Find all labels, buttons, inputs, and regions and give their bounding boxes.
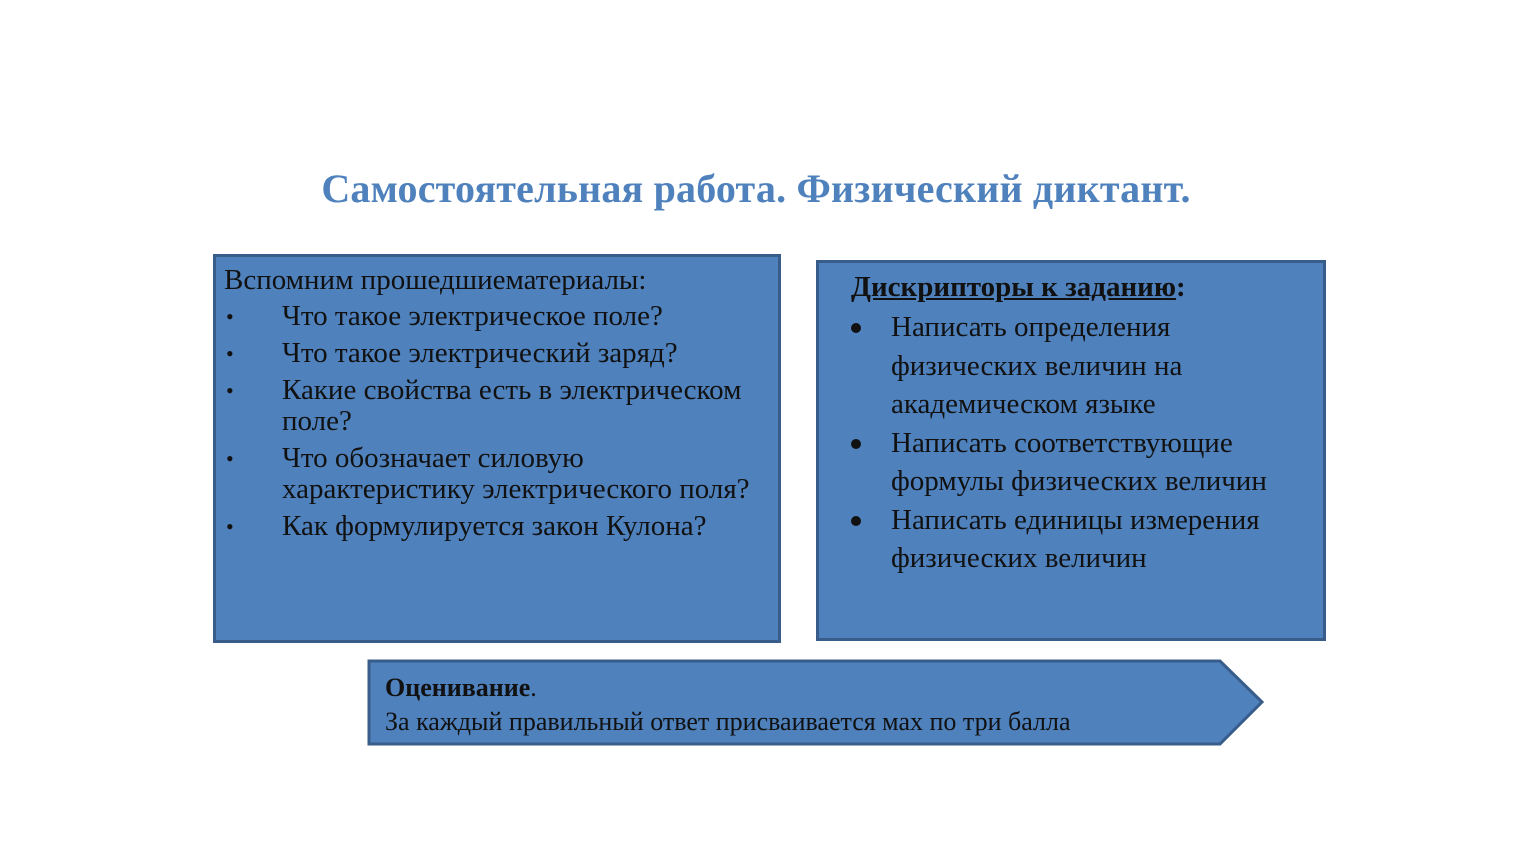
question-text: Как формулируется закон Кулона? (282, 510, 707, 542)
list-item (827, 501, 1315, 578)
descriptor-list (827, 308, 1315, 578)
descriptor-text: Написать соответствующие формулы физических величин (891, 426, 1267, 497)
bullet-icon (851, 516, 861, 526)
review-question-list (224, 301, 770, 542)
assessment-text: За каждый правильный ответ присваивается мах по три балла (385, 707, 1071, 736)
list-item (224, 511, 770, 542)
review-questions-box (213, 254, 781, 643)
bullet-icon: • (226, 514, 234, 539)
assessment-label-dot: . (530, 673, 537, 702)
list-item (224, 301, 770, 332)
list-item (827, 424, 1315, 501)
assessment-label: Оценивание (385, 673, 531, 702)
descriptor-text: Написать единицы измерения физических величин (891, 503, 1260, 574)
bullet-icon: • (226, 378, 234, 403)
bullet-icon: • (226, 304, 234, 329)
bullet-icon: • (226, 341, 234, 366)
descriptors-box (816, 260, 1326, 641)
question-text: Какие свойства есть в электрическом поле? (282, 374, 742, 437)
question-text: Что обозначает силовую характеристику электрического поля? (282, 442, 750, 505)
bullet-icon: • (226, 446, 234, 471)
question-text: Что такое электрическое поле? (282, 300, 663, 332)
bullet-icon (851, 323, 861, 333)
list-item (224, 375, 770, 437)
assessment-block (385, 672, 1225, 738)
list-item (224, 338, 770, 369)
descriptors-heading-colon: : (1176, 271, 1186, 303)
list-item (827, 308, 1315, 424)
bullet-icon (851, 439, 861, 449)
list-item (224, 443, 770, 505)
descriptors-heading (851, 271, 1315, 304)
descriptor-text: Написать определения физических величин на академическом языке (891, 311, 1183, 420)
question-text: Что такое электрический заряд? (282, 337, 678, 369)
assessment-heading (385, 672, 1225, 704)
slide-title: Самостоятельная работа. Физический диктант. (321, 166, 1191, 211)
descriptors-heading-text: Дискрипторы к заданию (851, 271, 1177, 303)
review-heading: Вспомним прошедшиематериалы: (224, 264, 647, 296)
